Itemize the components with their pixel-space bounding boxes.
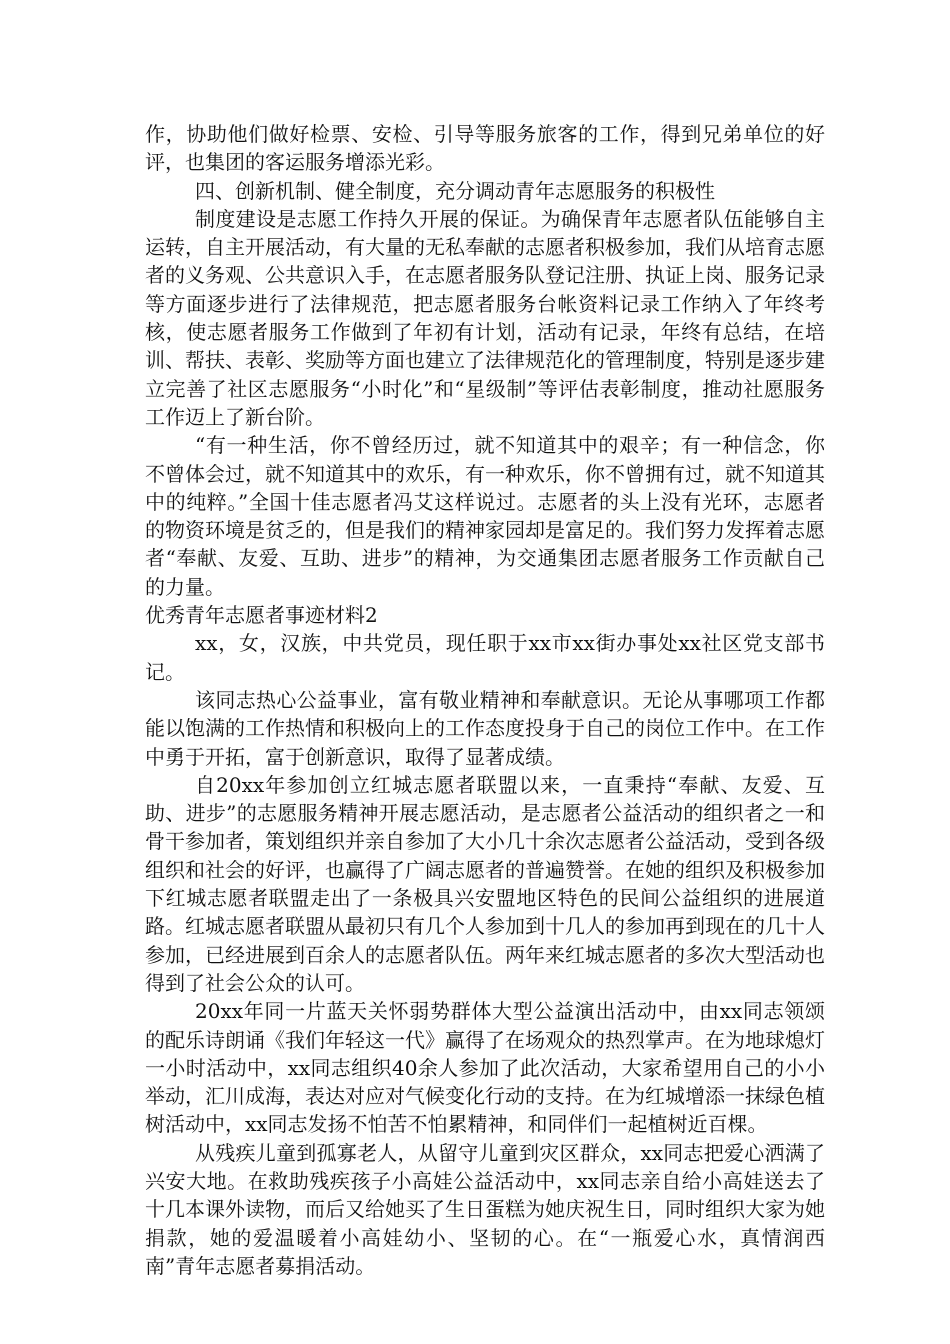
- paragraph-dedication: 该同志热心公益事业，富有敬业精神和奉献意识。无论从事哪项工作都能以饱满的工作热情和积极向上的工作态度投身于自己的岗位工作中。在工作中勇于开拓，富于创新意识，取得了显著成绩。: [145, 687, 825, 769]
- section-heading-four: 四、创新机制、健全制度，充分调动青年志愿服务的积极性: [195, 178, 715, 203]
- paragraph-profile: xx，女，汉族，中共党员，现任职于xx市xx街办事处xx社区党支部书记。: [145, 631, 825, 684]
- paragraph-charity: 从残疾儿童到孤寡老人，从留守儿童到灾区群众，xx同志把爱心洒满了兴安大地。在救助残疾孩子小高娃公益活动中，xx同志亲自给小高娃送去了十几本课外读物，而后又给她买了生日蛋糕为她庆祝生日，同时组织大家为她捐款，她的爱温暖着小高娃幼小、坚韧的心。在“一瓶爱心水，真情润西南”青年志愿者募捐活动。: [145, 1140, 825, 1278]
- paragraph-alliance: 自20xx年参加创立红城志愿者联盟以来，一直秉持“奉献、友爱、互助、进步”的志愿服务精神开展志愿活动，是志愿者公益活动的组织者之一和骨干参加者，策划组织并亲自参加了大小几十余次志愿者公益活动，受到各级组织和社会的好评，也赢得了广阔志愿者的普遍赞誉。在她的组织及积极参加下红城志愿者联盟走出了一条极具兴安盟地区特色的民间公益组织的进展道路。红城志愿者联盟从最初只有几个人参加到十几人的参加再到现在的几十人参加，已经进展到百余人的志愿者队伍。两年来红城志愿者的多次大型活动也得到了社会公众的认可。: [145, 772, 825, 995]
- document-subtitle: 优秀青年志愿者事迹材料2: [145, 603, 378, 628]
- paragraph-system-building: 制度建设是志愿工作持久开展的保证。为确保青年志愿者队伍能够自主运转，自主开展活动，有大量的无私奉献的志愿者积极参加，我们从培育志愿者的义务观、公共意识入手，在志愿者服务队登记注册、执证上岗、服务记录等方面逐步进行了法律规范，把志愿者服务台帐资料记录工作纳入了年终考核，使志愿者服务工作做到了年初有计划，活动有记录，年终有总结，在培训、帮扶、表彰、奖励等方面也建立了法律规范化的管理制度，特别是逐步建立完善了社区志愿服务“小时化”和“星级制”等评估表彰制度，推动社愿服务工作迈上了新台阶。: [145, 206, 825, 429]
- document-page: [145, 120, 825, 1280]
- paragraph-activities: 20xx年同一片蓝天关怀弱势群体大型公益演出活动中，由xx同志领颂的配乐诗朗诵《我们年轻这一代》赢得了在场观众的热烈掌声。在为地球熄灯一小时活动中，xx同志组织40余人参加了此次活动，大家希望用自己的小小举动，汇川成海，表达对应对气候变化行动的支持。在为红城增添一抹绿色植树活动中，xx同志发扬不怕苦不怕累精神，和同伴们一起植树近百棵。: [145, 999, 825, 1137]
- paragraph-continuation: 作，协助他们做好检票、安检、引导等服务旅客的工作，得到兄弟单位的好评，也集团的客运服务增添光彩。: [145, 122, 825, 175]
- paragraph-quote: “有一种生活，你不曾经历过，就不知道其中的艰辛；有一种信念，你不曾体会过，就不知道其中的欢乐，有一种欢乐，你不曾拥有过，就不知道其中的纯粹。”全国十佳志愿者冯艾这样说过。志愿者的头上没有光环，志愿者的物资环境是贫乏的，但是我们的精神家园却是富足的。我们努力发挥着志愿者“奉献、友爱、互助、进步”的精神，为交通集团志愿者服务工作贡献自己的力量。: [145, 433, 825, 599]
